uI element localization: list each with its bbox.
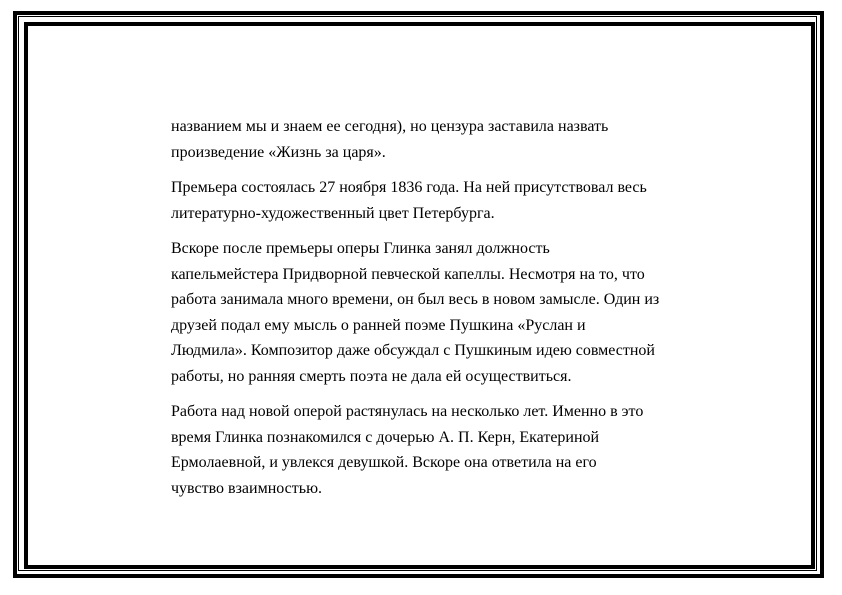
text-line: Ермолаевной, и увлекся девушкой. Вскоре она ответила на его xyxy=(171,454,597,471)
text-line: Людмила». Композитор даже обсуждал с Пушкиным идею совместной xyxy=(171,342,655,359)
text-line: литературно-художественный цвет Петербурга. xyxy=(171,204,495,222)
text-line: чувство взаимностью. xyxy=(171,479,323,497)
text-line: произведение «Жизнь за царя». xyxy=(171,143,386,161)
text-line: названием мы и знаем ее сегодня), но цензура заставила назвать xyxy=(171,118,609,135)
paragraph-1 xyxy=(171,114,731,165)
text-line: Работа над новой оперой растянулась на несколько лет. Именно в это xyxy=(171,403,644,420)
text-line: время Глинка познакомился с дочерью А. П. Керн, Екатериной xyxy=(171,428,600,446)
text-line: работы, но ранняя смерть поэта не дала ей осуществиться. xyxy=(171,367,572,385)
text-line: работа занимала много времени, он был весь в новом замысле. Один из xyxy=(171,291,660,308)
text-line: Премьера состоялась 27 ноября 1836 года. На ней присутствовал весь xyxy=(171,179,647,196)
document-body xyxy=(171,114,731,511)
text-line: друзей подал ему мысль о ранней поэме Пушкина «Руслан и xyxy=(171,316,586,334)
text-line: Вскоре после премьеры оперы Глинка занял должность xyxy=(171,240,550,257)
paragraph-2 xyxy=(171,175,731,226)
paragraph-3 xyxy=(171,236,731,389)
text-line: капельмейстера Придворной певческой капеллы. Несмотря на то, что xyxy=(171,265,645,283)
paragraph-4 xyxy=(171,399,731,501)
